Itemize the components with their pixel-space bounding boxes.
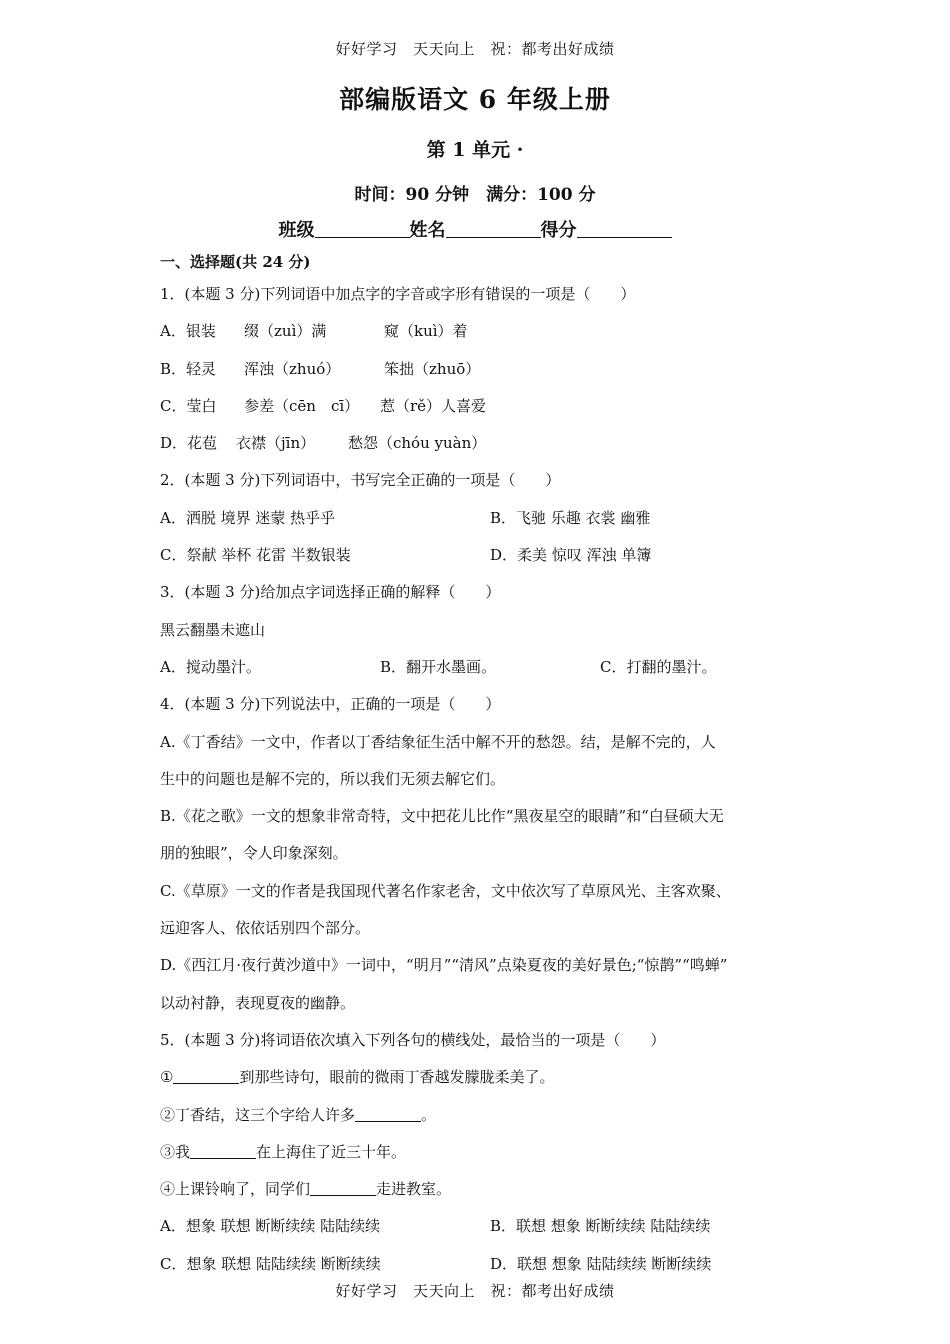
q2-option-c: C．祭献 举杯 花雷 半数银装 bbox=[160, 546, 351, 565]
q2-options-ab bbox=[160, 500, 810, 537]
time-info: 时间：90 分钟 满分：100 分 bbox=[354, 185, 596, 205]
name-label: 姓名 bbox=[409, 220, 446, 241]
q3-stem: 3．(本题 3 分)给加点字词选择正确的解释（ ） bbox=[160, 583, 501, 602]
q5-options-cd bbox=[160, 1246, 810, 1283]
q4-option-c-line1: C.《草原》一文的作者是我国现代著名作家老舍，文中依次写了草原风光、主客欢聚、 bbox=[160, 881, 731, 900]
q5-option-c: C．想象 联想 陆陆续续 断断续续 bbox=[160, 1254, 381, 1273]
section-title: 一、选择题(共 24 分) bbox=[160, 253, 311, 271]
q3-option-b: B．翻开水墨画。 bbox=[380, 657, 497, 676]
q4-option-c-line2: 远迎客人、依依话别四个部分。 bbox=[160, 919, 371, 938]
q5-sentence-1: ① 到那些诗句，眼前的微雨丁香越发朦胧柔美了。 bbox=[160, 1068, 555, 1087]
page-title: 部编版语文 6 年级上册 bbox=[339, 85, 611, 114]
q5-sentence-3: ③我 在上海住了近三十年。 bbox=[160, 1142, 407, 1161]
q5-blank-4[interactable] bbox=[310, 1179, 376, 1196]
q4-stem: 4．(本题 3 分)下列说法中，正确的一项是（ ） bbox=[160, 695, 501, 714]
q5-option-b: B．联想 想象 断断续续 陆陆续续 bbox=[490, 1217, 711, 1236]
question-content bbox=[160, 248, 810, 1283]
class-blank[interactable] bbox=[315, 219, 410, 238]
q4-option-b-line1: B.《花之歌》一文的想象非常奇特，文中把花儿比作“黑夜星空的眼睛”和“白昼硕大无 bbox=[160, 807, 724, 826]
page-footer: 好好学习 天天向上 祝：都考出好成绩 bbox=[335, 1282, 615, 1300]
student-fields bbox=[0, 216, 950, 242]
q5-blank-3[interactable] bbox=[190, 1142, 256, 1159]
q2-option-a: A．洒脱 境界 迷蒙 热乎乎 bbox=[160, 508, 336, 527]
unit-title: 第 1 单元 · bbox=[426, 139, 524, 161]
q5-option-d: D．联想 想象 陆陆续续 断断续续 bbox=[490, 1254, 712, 1273]
q4-option-a-line1: A.《丁香结》一文中，作者以丁香结象征生活中解不开的愁怨。结，是解不完的，人 bbox=[160, 732, 716, 751]
q5-options-ab bbox=[160, 1208, 810, 1245]
q3-option-c: C．打翻的墨汁。 bbox=[600, 657, 717, 676]
q3-text: 黑云翻墨未遮山 bbox=[160, 620, 266, 639]
q4-option-a-line2: 生中的问题也是解不完的，所以我们无须去解它们。 bbox=[160, 769, 506, 788]
q1-option-a: A．银装 缀（zuì）满 窥（kuì）着 bbox=[160, 322, 468, 341]
q5-sentence-2: ②丁香结，这三个字给人许多 。 bbox=[160, 1105, 437, 1124]
q5-stem: 5．(本题 3 分)将词语依次填入下列各句的横线处，最恰当的一项是（ ） bbox=[160, 1030, 666, 1049]
page-header: 好好学习 天天向上 祝：都考出好成绩 bbox=[335, 40, 615, 58]
score-label: 得分 bbox=[540, 220, 577, 241]
class-label: 班级 bbox=[278, 220, 315, 241]
q1-option-b: B．轻灵 浑浊（zhuó） 笨拙（zhuō） bbox=[160, 359, 481, 378]
q1-option-d: D．花苞 衣襟（jīn） 愁怨（chóu yuàn） bbox=[160, 434, 487, 453]
q1-option-c: C．莹白 参差（cēn cī） 惹（rě）人喜爱 bbox=[160, 396, 487, 415]
name-blank[interactable] bbox=[446, 219, 541, 238]
q2-option-d: D．柔美 惊叹 浑浊 单簿 bbox=[490, 546, 652, 565]
q2-options-cd bbox=[160, 537, 810, 574]
q3-options bbox=[160, 649, 810, 686]
score-blank[interactable] bbox=[577, 219, 672, 238]
q5-blank-1[interactable] bbox=[173, 1067, 239, 1084]
q2-option-b: B．飞驰 乐趣 衣裳 幽雅 bbox=[490, 508, 651, 527]
q5-option-a: A．想象 联想 断断续续 陆陆续续 bbox=[160, 1217, 381, 1236]
q5-sentence-4: ④上课铃响了，同学们 走进教室。 bbox=[160, 1180, 452, 1199]
q4-option-b-line2: 朋的独眼”，令人印象深刻。 bbox=[160, 844, 348, 863]
q5-blank-2[interactable] bbox=[355, 1105, 421, 1122]
q2-stem: 2．(本题 3 分)下列词语中，书写完全正确的一项是（ ） bbox=[160, 471, 561, 490]
q4-option-d-line2: 以动衬静，表现夏夜的幽静。 bbox=[160, 993, 356, 1012]
q3-option-a: A．搅动墨汁。 bbox=[160, 657, 261, 676]
q4-option-d-line1: D.《西江月·夜行黄沙道中》一词中，“明月”“清风”点染夏夜的美好景色;“惊鹊”“鸣蝉” bbox=[160, 956, 728, 975]
q1-stem: 1．(本题 3 分)下列词语中加点字的字音或字形有错误的一项是（ ） bbox=[160, 285, 636, 303]
